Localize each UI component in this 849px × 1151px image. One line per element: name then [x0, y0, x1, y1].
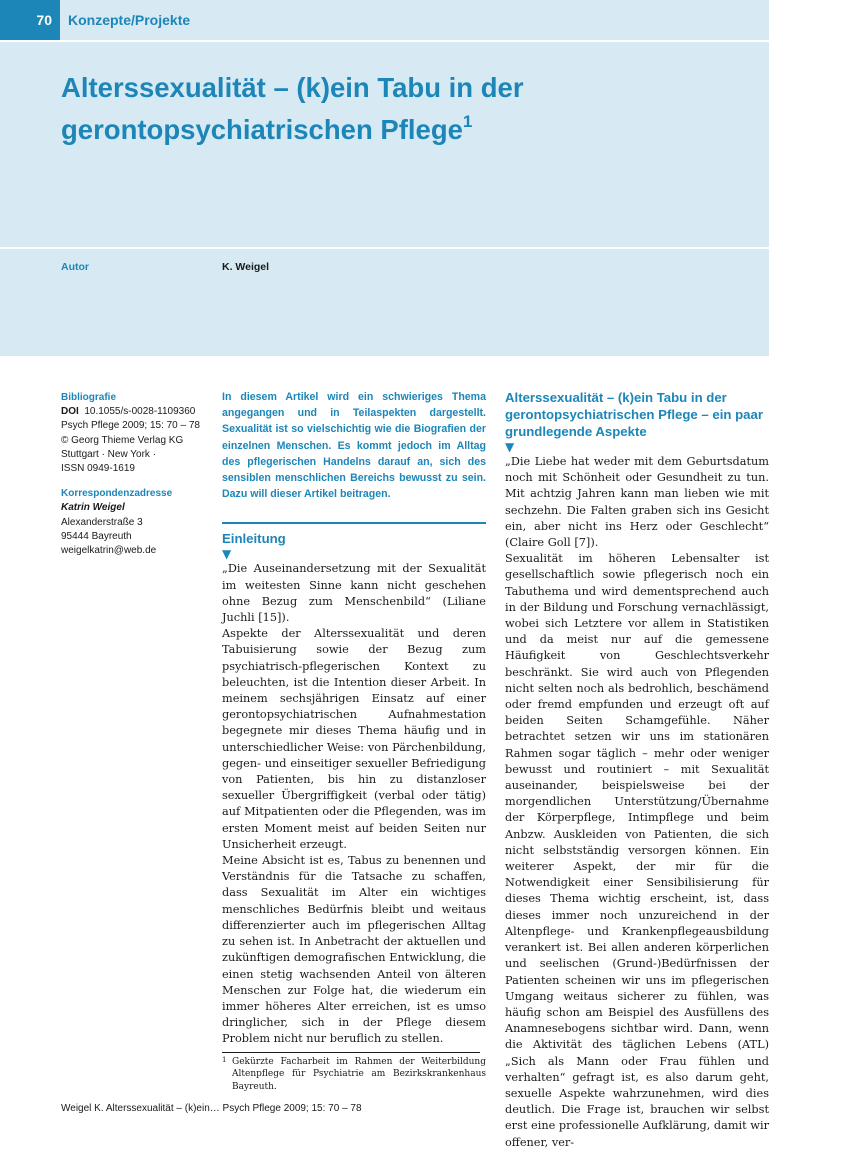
bibliography-heading: Bibliografie [61, 392, 117, 403]
citation: Psych Pflege 2009; 15: 70 – 78 [61, 420, 200, 432]
doi-label: DOI [61, 406, 79, 418]
paragraph: Aspekte der Alterssexualität und deren Tabuisierung sowie der Bezug zum psychiatrisch-pflegerischen Kontext zu beleuchten, ist die Intention dieser Arbeit. In meinem sechsjährigen Einsatz auf einer gerontopsychiatrischen Aufnahmestation begegnete mir dieses Thema häufig und in unterschiedlicher Weise: von Pärchenbildung, gegen- und einseitiger sexueller Befriedigung von Patienten, bis hin zu distanzloser sexueller Übergriffigkeit (verbal oder tätig) auf Mitpatienten oder die Pflegenden, was im ersten Moment meist auf beiden Seiten nur Unsicherheit erzeugt. [222, 627, 486, 851]
section-heading-aspekte: Alterssexualität – (k)ein Tabu in der gerontopsychiatrischen Pflege – ein paar grundlegende Aspekte [505, 390, 763, 439]
triangle-down-icon: ▼ [505, 440, 515, 454]
contact-email[interactable]: weigelkatrin@web.de [61, 545, 157, 557]
correspondence-heading: Korrespondenzadresse [61, 488, 173, 500]
footnote-mark: 1 [222, 1055, 227, 1064]
publisher: © Georg Thieme Verlag KG [61, 434, 184, 446]
contact-name: Katrin Weigel [61, 502, 125, 514]
section-heading-einleitung: Einleitung [222, 531, 286, 547]
abstract: In diesem Artikel wird ein schwieriges Thema angegangen und in Teilaspekten dargestellt. Sexualität ist so vielschichtig wie die Biografien der einzelnen Menschen. Es kommt jedoch im Alltag des pflegerischen Handelns darauf an, sich des sensiblen menschlichen Bereichs bewusst zu sein. Dazu will dieser Artikel beitragen. [222, 391, 486, 501]
header-divider [0, 247, 769, 249]
author-label: Autor [61, 261, 89, 273]
paragraph: Sexualität im höheren Lebensalter ist gesellschaftlich sowie pflegerisch noch ein Tabuthema und wird dementsprechend auch in der Bildung und Forschung vernachlässigt, wobei sich Letztere vor allem in Statistiken und da meist nur auf die gemessene Häufigkeit von Geschlechtsverkehr beschränkt. Sie wird auch von Pflegenden nicht selten noch als bedrohlich, beschämend oder fremd empfunden und erzeugt oft auf beiden Seiten Schamgefühle. Näher betrachtet setzen wir uns im stationären Rahmen sogar täglich – mehr oder weniger bewusst und routiniert – mit Sexualität auseinander, beispielsweise bei der morgendlichen Unterstützung/Übernahme der Körperpflege, Intimpflege und beim Anbzw. Auskleiden von Patienten, die sich nicht selbstständig versorgen können. Ein weiterer Aspekt, der mir für die Notwendigkeit einer Sensibilisierung für dieses Thema wichtig erscheint, ist, dass dieses immer noch unzureichend in der Altenpflege- und Krankenpflegeausbildung verankert ist. Bei allen anderen körperlichen und seelischen (Grund-)Bedürfnissen der Patienten scheinen wir uns im pflegerischen Umgang weitaus sicherer zu fühlen, was häufig schon am Beispiel des Ausfüllens des Anamnesebogens sichtbar wird. Dann, wenn die Aktivität des täglichen Lebens (ATL) „Sich als Mann oder Frau fühlen und verhalten“ gefragt ist, es also darum geht, sexuelle Aspekte wahrzunehmen, wird dies deutlich. Die Frage ist, brauchen wir selbst erst eine professionelle Aufklärung, damit wir offener, ver- [505, 552, 769, 1149]
footnote-text: Gekürzte Facharbeit im Rahmen der Weiterbildung Altenpflege für Psychiatrie am Bezirkskrankenhaus Bayreuth. [232, 1056, 486, 1092]
publisher-place: Stuttgart · New York · [61, 448, 157, 460]
title-line-2: gerontopsychiatrischen Pflege [61, 114, 463, 145]
header-band [0, 0, 769, 356]
paragraph: „Die Liebe hat weder mit dem Geburtsdatum noch mit Schönheit oder Gesundheit zu tun. Mit achtzig Jahren kann man lieben wie mit sechzehn. Die Falten graben sich ins Gesicht ein, aber nicht ins Herz oder Geschlecht“ (Claire Goll [7]). [505, 455, 769, 550]
middle-column [222, 389, 486, 1093]
issn: ISSN 0949-1619 [61, 463, 135, 475]
contact-city: 95444 Bayreuth [61, 530, 132, 542]
paragraph: Meine Absicht ist es, Tabus zu benennen und Verständnis für die Tatsache zu schaffen, dass Sexualität im Alter ein wichtiges menschliches Bedürfnis bleibt und weitaus differenzierter auch im pflegerischen Alltag zu sehen ist. In Anbetracht der aktuellen und zukünftigen demografischen Entwicklung, die einen stetig wachsenden Anteil von älteren Menschen zur Folge hat, die wiederum ein immer höheres Alter erreichen, ist es umso dringlicher, sich in der Pflege diesem Problem nicht nur beruflich zu stellen. [222, 854, 486, 1046]
footnote-rule [222, 1052, 480, 1053]
page-footer: Weigel K. Alterssexualität – (k)ein… Psych Pflege 2009; 15: 70 – 78 [61, 1103, 362, 1114]
title-line-1: Alterssexualität – (k)ein Tabu in der [61, 72, 524, 103]
sidebar-info [61, 391, 211, 558]
contact-street: Alexanderstraße 3 [61, 516, 143, 528]
article-title [61, 71, 661, 147]
author-name: K. Weigel [222, 261, 270, 273]
right-column [505, 389, 769, 1151]
title-footnote-mark: 1 [462, 112, 473, 131]
footnote [222, 1056, 486, 1094]
page-number: 70 [0, 0, 60, 40]
triangle-down-icon: ▼ [222, 547, 232, 562]
paragraph: „Die Auseinandersetzung mit der Sexualität im weitesten Sinne kann nicht geschehen ohne Bezug zum Menschenbild“ (Liliane Juchli [15]). [222, 562, 486, 625]
section-label: Konzepte/Projekte [68, 12, 191, 28]
doi-line [61, 405, 211, 419]
section-rule [222, 522, 486, 524]
header-divider [0, 40, 769, 42]
doi-value: 10.1055/s-0028-1109360 [84, 406, 196, 418]
